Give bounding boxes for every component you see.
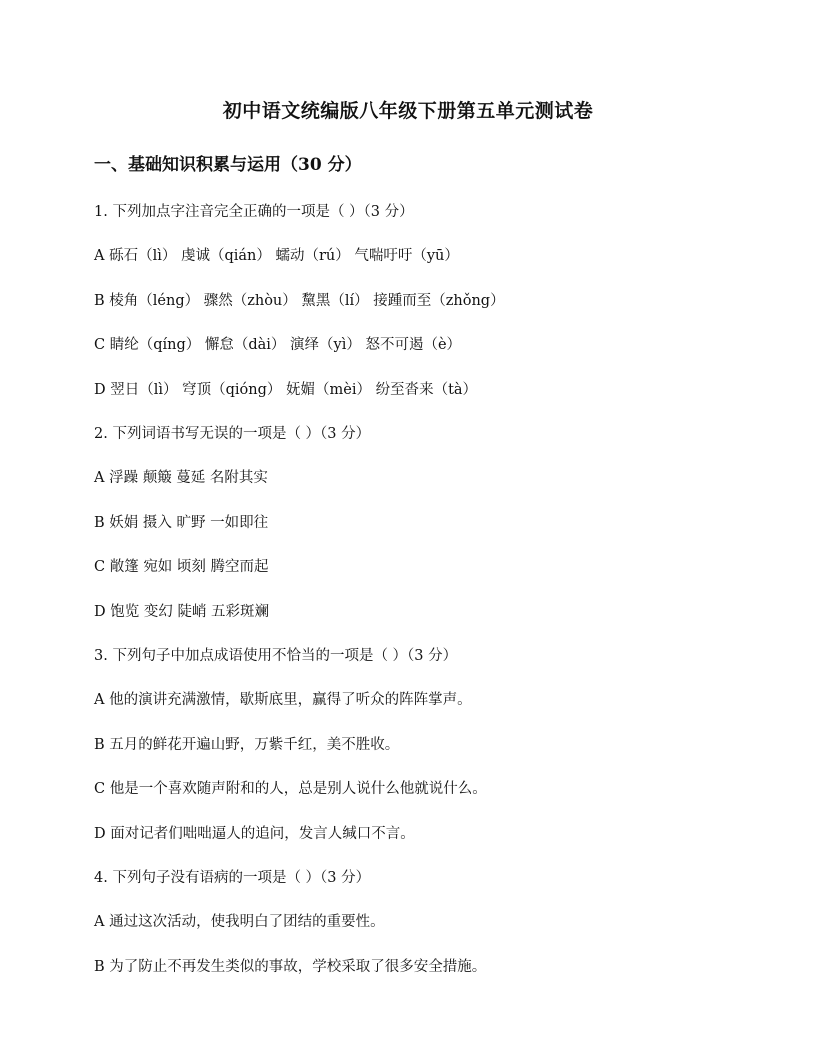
question-1-option-b: B 棱角（léng） 骤然（zhòu） 黧黑（lí） 接踵而至（zhǒng） [94, 293, 505, 309]
question-1-stem: 1. 下列加点字注音完全正确的一项是（ ）（3 分） [94, 204, 414, 220]
question-3-option-d: D 面对记者们咄咄逼人的追问，发言人缄口不言。 [94, 826, 415, 842]
question-1-option-c: C 睛纶（qíng） 懈怠（dài） 演绎（yì） 怒不可遏（è） [94, 337, 462, 353]
question-4-option-b: B 为了防止不再发生类似的事故，学校采取了很多安全措施。 [94, 959, 487, 975]
question-2-option-a: A 浮躁 颠簸 蔓延 名附其实 [94, 470, 268, 486]
question-1-option-a: A 砾石（lì） 虔诚（qián） 蠕动（rú） 气喘吁吁（yū） [94, 248, 459, 264]
question-2-stem: 2. 下列词语书写无误的一项是（ ）（3 分） [94, 426, 371, 442]
question-2-option-d: D 饱览 变幻 陡峭 五彩斑斓 [94, 604, 270, 620]
question-2-option-c: C 敞篷 宛如 顷刻 腾空而起 [94, 559, 269, 575]
question-4-option-a: A 通过这次活动，使我明白了团结的重要性。 [94, 914, 385, 930]
question-1-option-d: D 翌日（lì） 穹顶（qióng） 妩媚（mèi） 纷至沓来（tà） [94, 382, 478, 398]
question-2-option-b: B 妖娟 摄入 旷野 一如即往 [94, 515, 269, 531]
question-3-option-c: C 他是一个喜欢随声附和的人，总是别人说什么他就说什么。 [94, 781, 487, 797]
document-title: 初中语文统编版八年级下册第五单元测试卷 [222, 100, 594, 122]
question-4-stem: 4. 下列句子没有语病的一项是（ ）（3 分） [94, 870, 371, 886]
question-3-stem: 3. 下列句子中加点成语使用不恰当的一项是（ ）（3 分） [94, 648, 458, 664]
question-3-option-a: A 他的演讲充满激情，歇斯底里，赢得了听众的阵阵掌声。 [94, 692, 472, 708]
section-heading-basics: 一、基础知识积累与运用（30 分） [94, 155, 362, 175]
question-3-option-b: B 五月的鲜花开遍山野，万紫千红，美不胜收。 [94, 737, 400, 753]
